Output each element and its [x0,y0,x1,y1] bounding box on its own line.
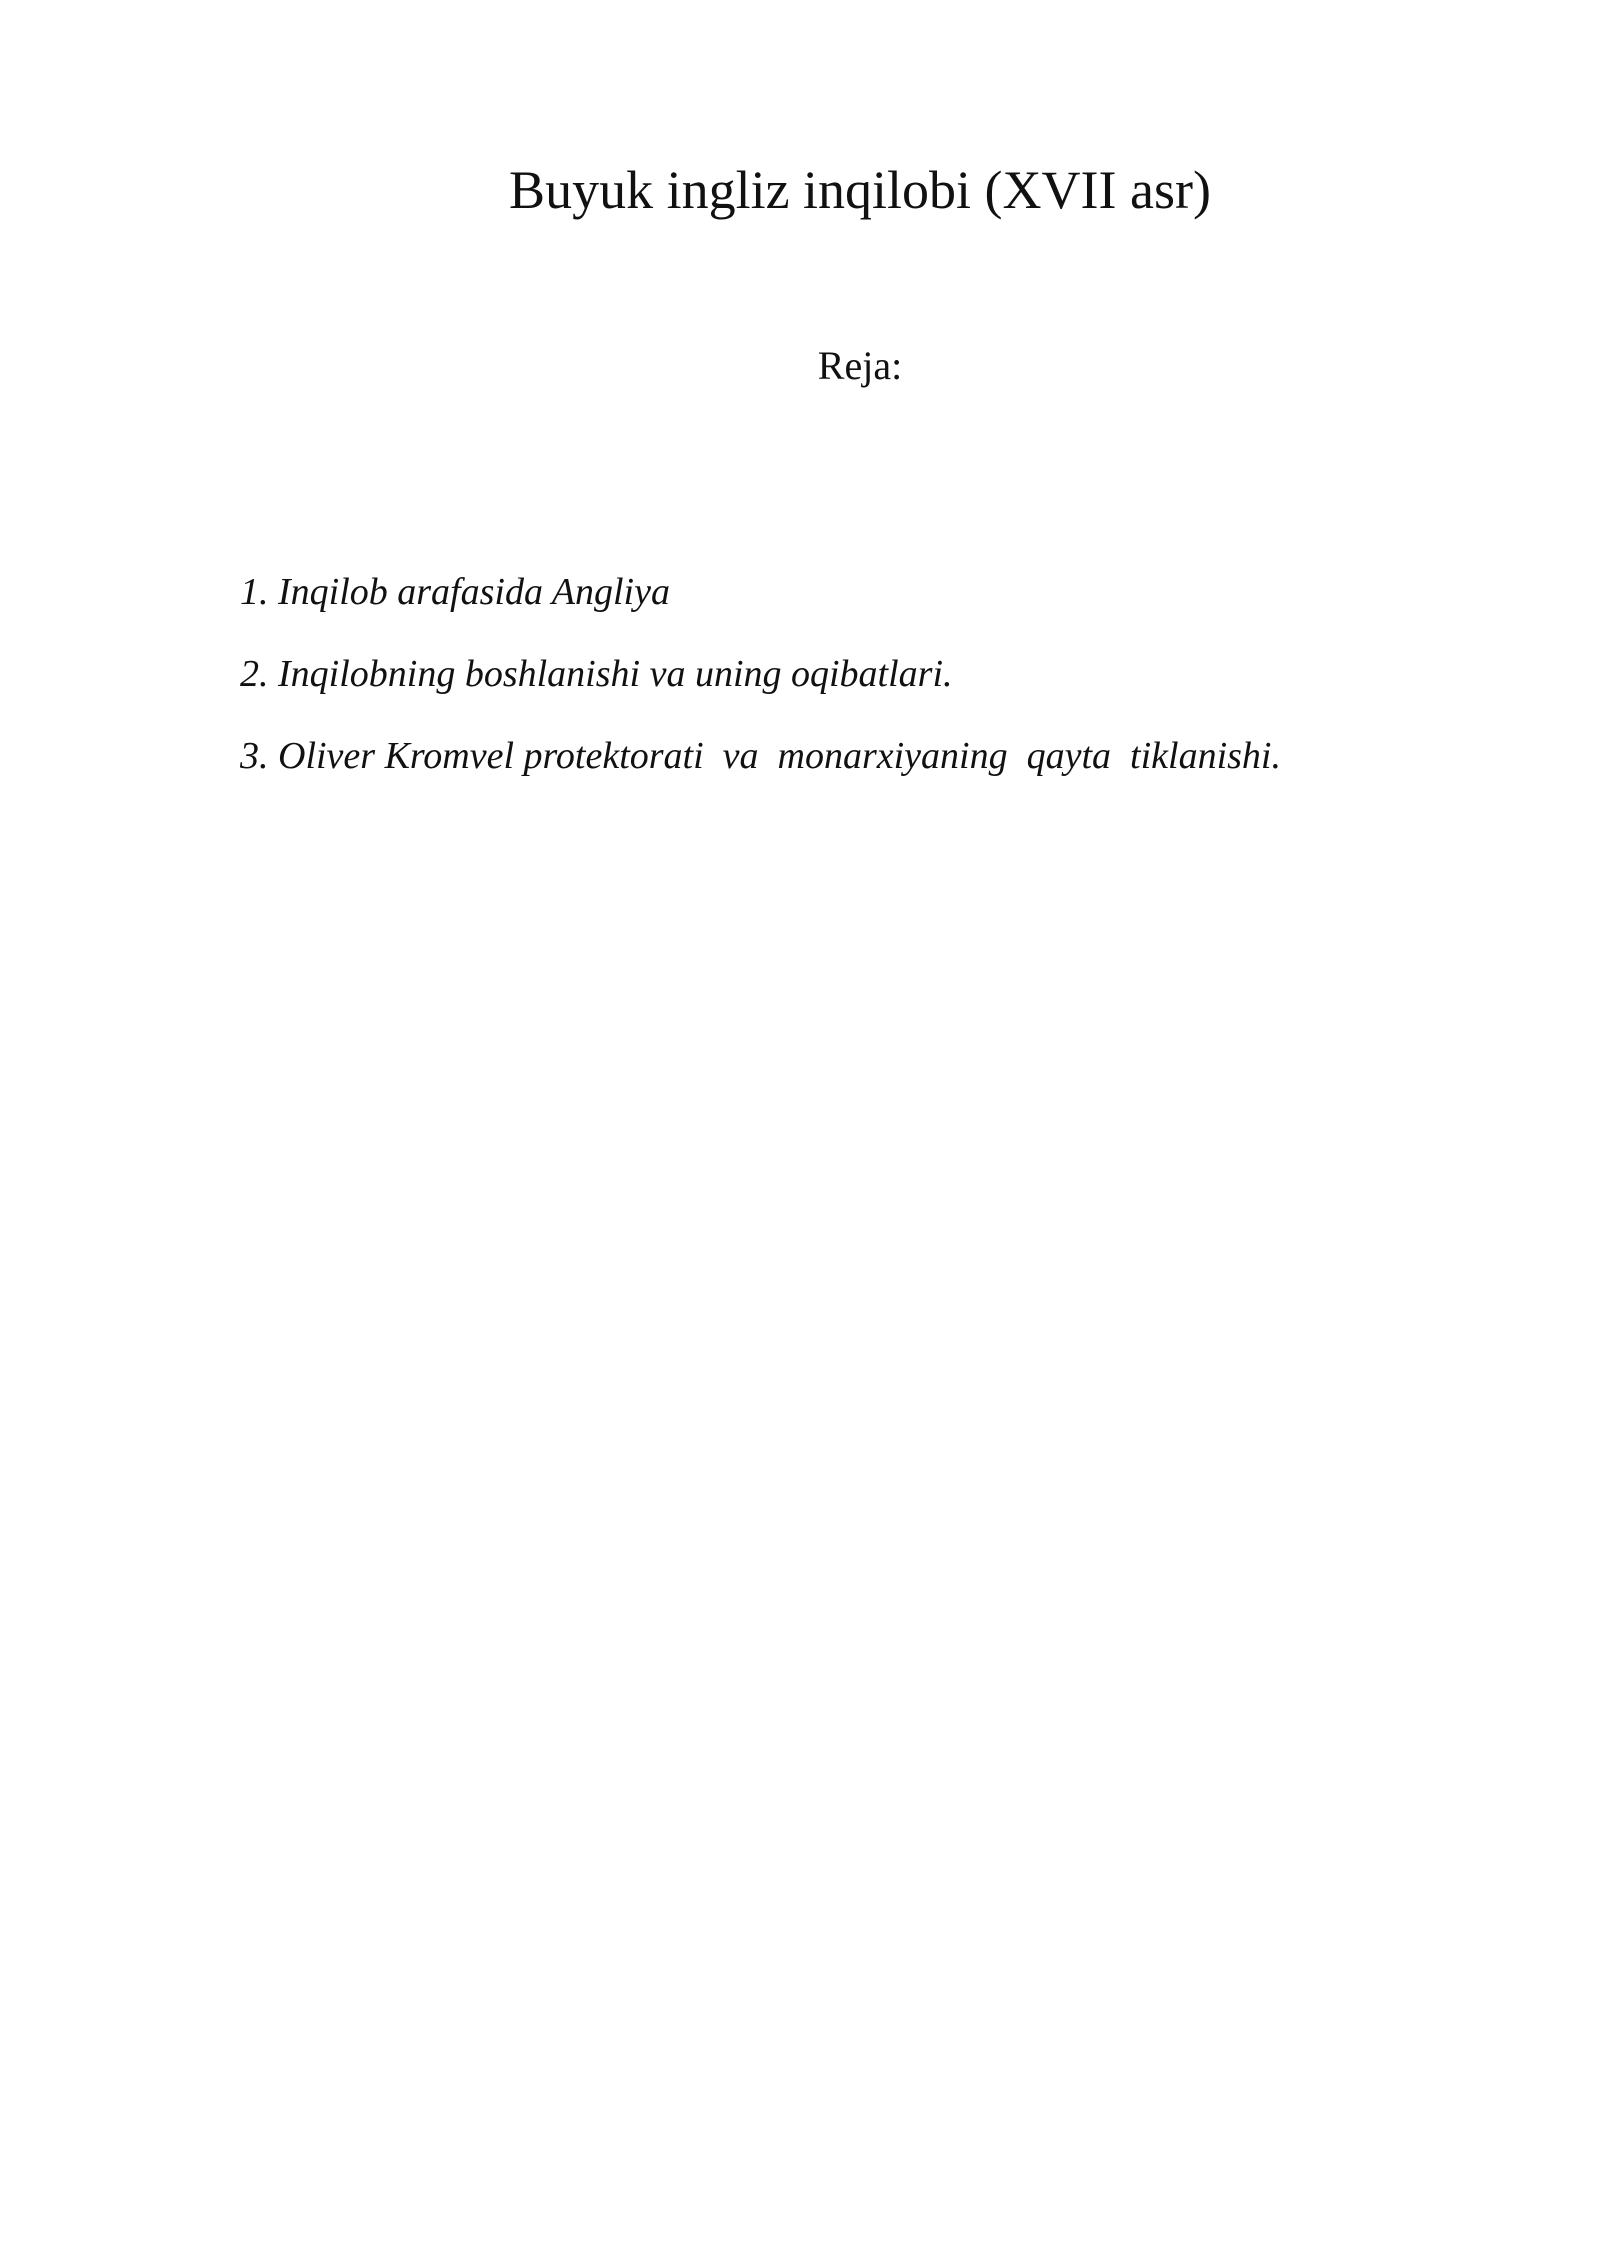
plan-list [240,568,1281,814]
plan-heading: Reja: [817,343,903,388]
plan-item: 3. Oliver Kromvel protektorati va monarxiyaning qayta tiklanishi. [240,735,1281,777]
document-title: Buyuk ingliz inqilobi (XVII asr) [509,160,1211,220]
plan-item: 1. Inqilob arafasida Angliya [240,571,670,613]
plan-item: 2. Inqilobning boshlanishi va uning oqibatlari. [240,653,953,695]
